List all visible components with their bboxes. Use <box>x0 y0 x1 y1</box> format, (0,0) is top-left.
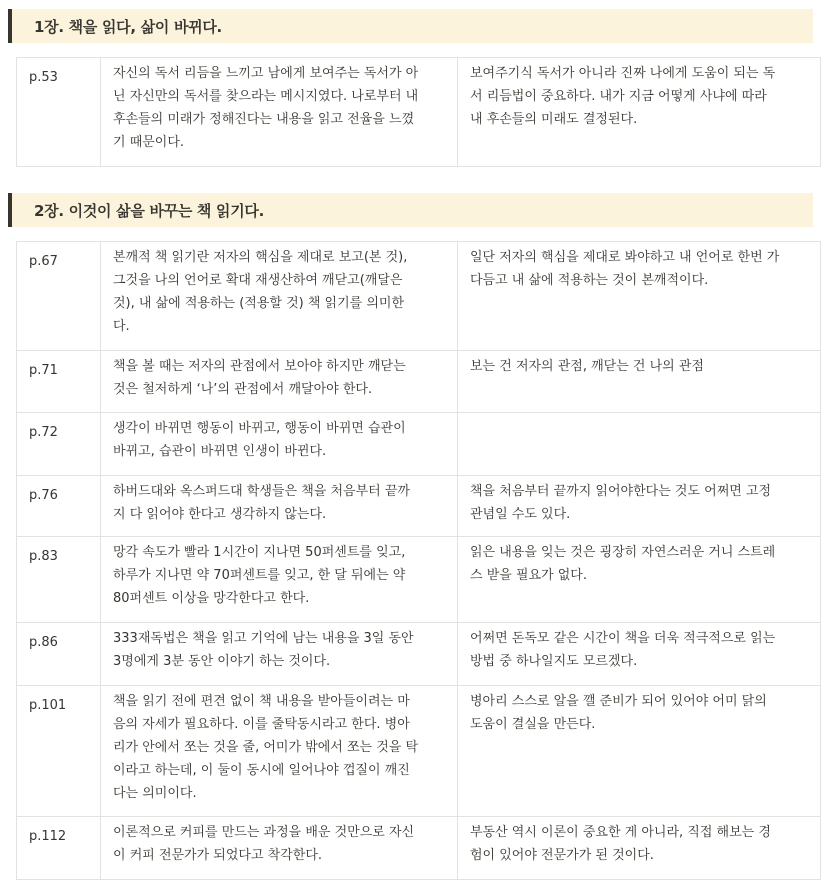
quote-cell <box>101 476 458 537</box>
table-row <box>17 817 821 880</box>
quote-line: 하버드대와 옥스퍼드대 학생들은 책을 처음부터 끝까 <box>113 484 410 499</box>
page-number: p.53 <box>17 58 101 167</box>
quote-line: 것은 철저하게 ‘나’의 관점에서 깨달아야 한다. <box>113 382 373 397</box>
note-line: 어쩌면 돈독모 같은 시간이 책을 더욱 적극적으로 읽는 <box>470 631 776 646</box>
page-number: p.71 <box>17 351 101 413</box>
quote-cell <box>101 686 458 817</box>
quote-line: 이라고 하는데, 이 둘이 동시에 일어나야 껍질이 깨진 <box>113 763 410 778</box>
quote-line: 다. <box>113 319 130 334</box>
note-cell <box>458 242 821 351</box>
page-number: p.72 <box>17 413 101 476</box>
quote-line: 지 다 읽어야 한다고 생각하지 않는다. <box>113 507 327 522</box>
quote-line: 본깨적 책 읽기란 저자의 핵심을 제대로 보고(본 것), <box>113 250 408 265</box>
chapter-2-header <box>8 193 813 227</box>
quote-line: 자신의 독서 리듬을 느끼고 남에게 보여주는 독서가 아 <box>113 66 419 81</box>
note-line: 보는 건 저자의 관점, 깨닫는 건 나의 관점 <box>470 359 704 374</box>
quote-line: 리가 안에서 쪼는 것을 줄, 어미가 밖에서 쪼는 것을 탁 <box>113 740 419 755</box>
note-line: 방법 중 하나일지도 모르겠다. <box>470 654 638 669</box>
page-number: p.112 <box>17 817 101 880</box>
table-row <box>17 537 821 623</box>
quote-line: 333재독법은 책을 읽고 기억에 남는 내용을 3일 동안 <box>113 631 414 646</box>
note-line: 관념일 수도 있다. <box>470 507 571 522</box>
note-line: 일단 저자의 핵심을 제대로 봐야하고 내 언어로 한번 가 <box>470 250 780 265</box>
page-number: p.67 <box>17 242 101 351</box>
note-line: 보여주기식 독서가 아니라 진짜 나에게 도움이 되는 독 <box>470 66 776 81</box>
quote-line: 것), 내 삶에 적용하는 (적용할 것) 책 읽기를 의미한 <box>113 296 405 311</box>
quote-cell <box>101 623 458 686</box>
note-cell <box>458 623 821 686</box>
note-cell <box>458 817 821 880</box>
table-row <box>17 58 821 167</box>
chapter-1-title: 1장. 책을 읽다, 삶이 바뀌다. <box>34 17 222 36</box>
chapter-1-header <box>8 9 813 43</box>
quote-cell <box>101 58 458 167</box>
quote-line: 생각이 바뀌면 행동이 바뀌고, 행동이 바뀌면 습관이 <box>113 421 406 436</box>
note-line: 읽은 내용을 잊는 것은 굉장히 자연스러운 거니 스트레 <box>470 545 776 560</box>
note-line: 책을 처음부터 끝까지 읽어야한다는 것도 어쩌면 고정 <box>470 484 772 499</box>
note-line: 험이 있어야 전문가가 된 것이다. <box>470 848 654 863</box>
quote-cell <box>101 413 458 476</box>
page-number: p.86 <box>17 623 101 686</box>
note-line: 도움이 결실을 만든다. <box>470 717 596 732</box>
quote-cell <box>101 351 458 413</box>
note-line: 스 받을 필요가 없다. <box>470 568 587 583</box>
quote-line: 하루가 지나면 약 70퍼센트를 잊고, 한 달 뒤에는 약 <box>113 568 406 583</box>
chapter-2-title: 2장. 이것이 삶을 바꾸는 책 읽기다. <box>34 201 265 220</box>
quote-line: 이론적으로 커피를 만드는 과정을 배운 것만으로 자신 <box>113 825 415 840</box>
note-cell <box>458 476 821 537</box>
quote-line: 망각 속도가 빨라 1시간이 지나면 50퍼센트를 잊고, <box>113 545 406 560</box>
quote-line: 3명에게 3분 동안 이야기 하는 것이다. <box>113 654 331 669</box>
page-number: p.83 <box>17 537 101 623</box>
table-row <box>17 242 821 351</box>
quote-line: 바뀌고, 습관이 바뀌면 인생이 바뀐다. <box>113 444 327 459</box>
page-number: p.76 <box>17 476 101 537</box>
page-number: p.101 <box>17 686 101 817</box>
table-row <box>17 623 821 686</box>
quote-line: 그것을 나의 언어로 확대 재생산하여 깨닫고(깨달은 <box>113 273 403 288</box>
quote-line: 책을 볼 때는 저자의 관점에서 보아야 하지만 깨닫는 <box>113 359 406 374</box>
table-row <box>17 686 821 817</box>
quote-line: 이 커피 전문가가 되었다고 착각한다. <box>113 848 323 863</box>
note-cell <box>458 351 821 413</box>
note-line: 부동산 역시 이론이 중요한 게 아니라, 직접 해보는 경 <box>470 825 771 840</box>
chapter-1-table <box>16 57 821 167</box>
note-cell <box>458 686 821 817</box>
note-line: 서 리듬법이 중요하다. 내가 지금 어떻게 사냐에 따라 <box>470 89 767 104</box>
quote-line: 닌 자신만의 독서를 찾으라는 메시지였다. 나로부터 내 <box>113 89 419 104</box>
note-cell <box>458 58 821 167</box>
quote-line: 기 때문이다. <box>113 135 185 150</box>
note-line: 병아리 스스로 알을 깰 준비가 되어 있어야 어미 닭의 <box>470 694 767 709</box>
quote-line: 다는 의미이다. <box>113 786 197 801</box>
quote-line: 음의 자세가 필요하다. 이를 줄탁동시라고 한다. 병아 <box>113 717 410 732</box>
note-line: 다듬고 내 삶에 적용하는 것이 본깨적이다. <box>470 273 709 288</box>
quote-line: 책을 읽기 전에 편견 없이 책 내용을 받아들이려는 마 <box>113 694 410 709</box>
quote-cell <box>101 537 458 623</box>
note-cell <box>458 413 821 476</box>
quote-line: 후손들의 미래가 정해진다는 내용을 읽고 전율을 느꼈 <box>113 112 415 127</box>
note-cell <box>458 537 821 623</box>
table-row <box>17 413 821 476</box>
quote-cell <box>101 242 458 351</box>
quote-line: 80퍼센트 이상을 망각한다고 한다. <box>113 591 310 606</box>
note-line: 내 후손들의 미래도 결정된다. <box>470 112 638 127</box>
chapter-2-table <box>16 241 821 880</box>
table-row <box>17 351 821 413</box>
table-row <box>17 476 821 537</box>
quote-cell <box>101 817 458 880</box>
